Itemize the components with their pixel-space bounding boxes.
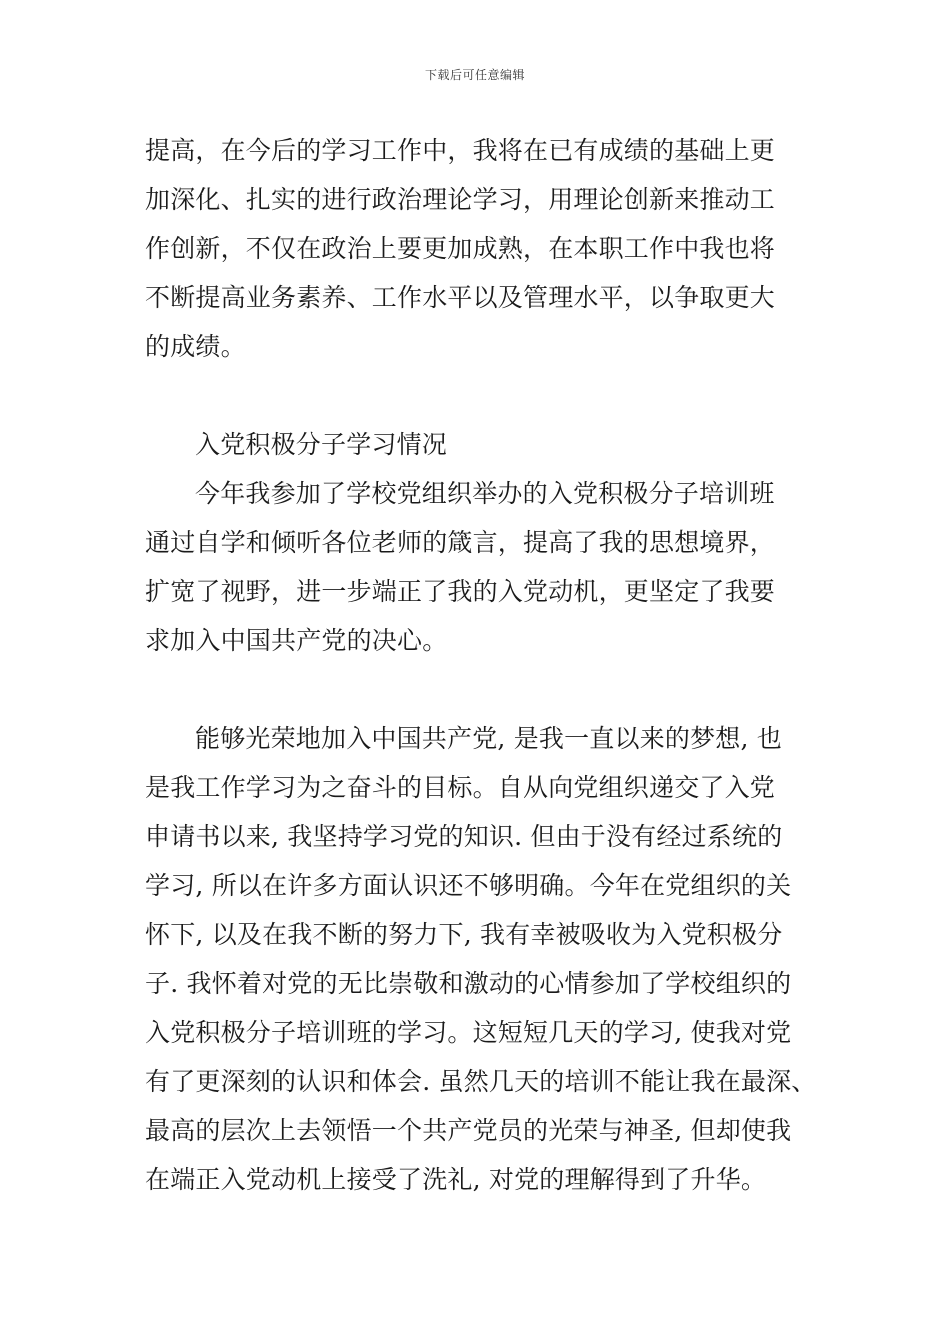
text-line: 怀下, 以及在我不断的努力下, 我有幸被吸收为入党积极分: [145, 920, 783, 949]
text-line: 入党积极分子培训班的学习。这短短几天的学习, 使我对党: [145, 1018, 792, 1047]
text-line: 子. 我怀着对党的无比崇敬和激动的心情参加了学校组织的: [145, 969, 792, 998]
text-line: 加深化、扎实的进行政治理论学习，用理论创新来推动工: [145, 185, 776, 214]
text-line: 申请书以来, 我坚持学习党的知识. 但由于没有经过系统的: [145, 822, 783, 851]
text-line: 通过自学和倾听各位老师的箴言，提高了我的思想境界，: [145, 528, 776, 557]
blank-line: [145, 371, 815, 420]
text-line: 今年我参加了学校党组织举办的入党积极分子培训班: [195, 479, 775, 508]
text-line: 不断提高业务素养、工作水平以及管理水平，以争取更大: [145, 283, 776, 312]
text-line: 提高，在今后的学习工作中，我将在已有成绩的基础上更: [145, 136, 776, 165]
text-line: 有了更深刻的认识和体会. 虽然几天的培训不能让我在最深、: [145, 1067, 817, 1096]
text-line: 求加入中国共产党的决心。: [145, 626, 448, 655]
section-title: 入党积极分子学习情况: [195, 430, 448, 459]
paragraph-continuation: [145, 126, 815, 371]
text-line: 在端正入党动机上接受了洗礼, 对党的理解得到了升华。: [145, 1165, 767, 1194]
text-line: 扩宽了视野，进一步端正了我的入党动机，更坚定了我要: [145, 577, 776, 606]
text-line: 作创新，不仅在政治上要更加成熟，在本职工作中我也将: [145, 234, 776, 263]
text-line: 的成绩。: [145, 332, 246, 361]
text-line: 能够光荣地加入中国共产党, 是我一直以来的梦想, 也: [195, 724, 782, 753]
paragraph-party-aspiration: [145, 714, 815, 1204]
blank-line: [145, 665, 815, 714]
text-line: 是我工作学习为之奋斗的目标。自从向党组织递交了入党: [145, 773, 776, 802]
document-body: [145, 126, 815, 1204]
header-note: 下载后可任意编辑: [424, 68, 525, 82]
paragraph-training-class: [145, 469, 815, 665]
text-line: 学习, 所以在许多方面认识还不够明确。今年在党组织的关: [145, 871, 792, 900]
text-line: 最高的层次上去领悟一个共产党员的光荣与神圣, 但却使我: [145, 1116, 792, 1145]
